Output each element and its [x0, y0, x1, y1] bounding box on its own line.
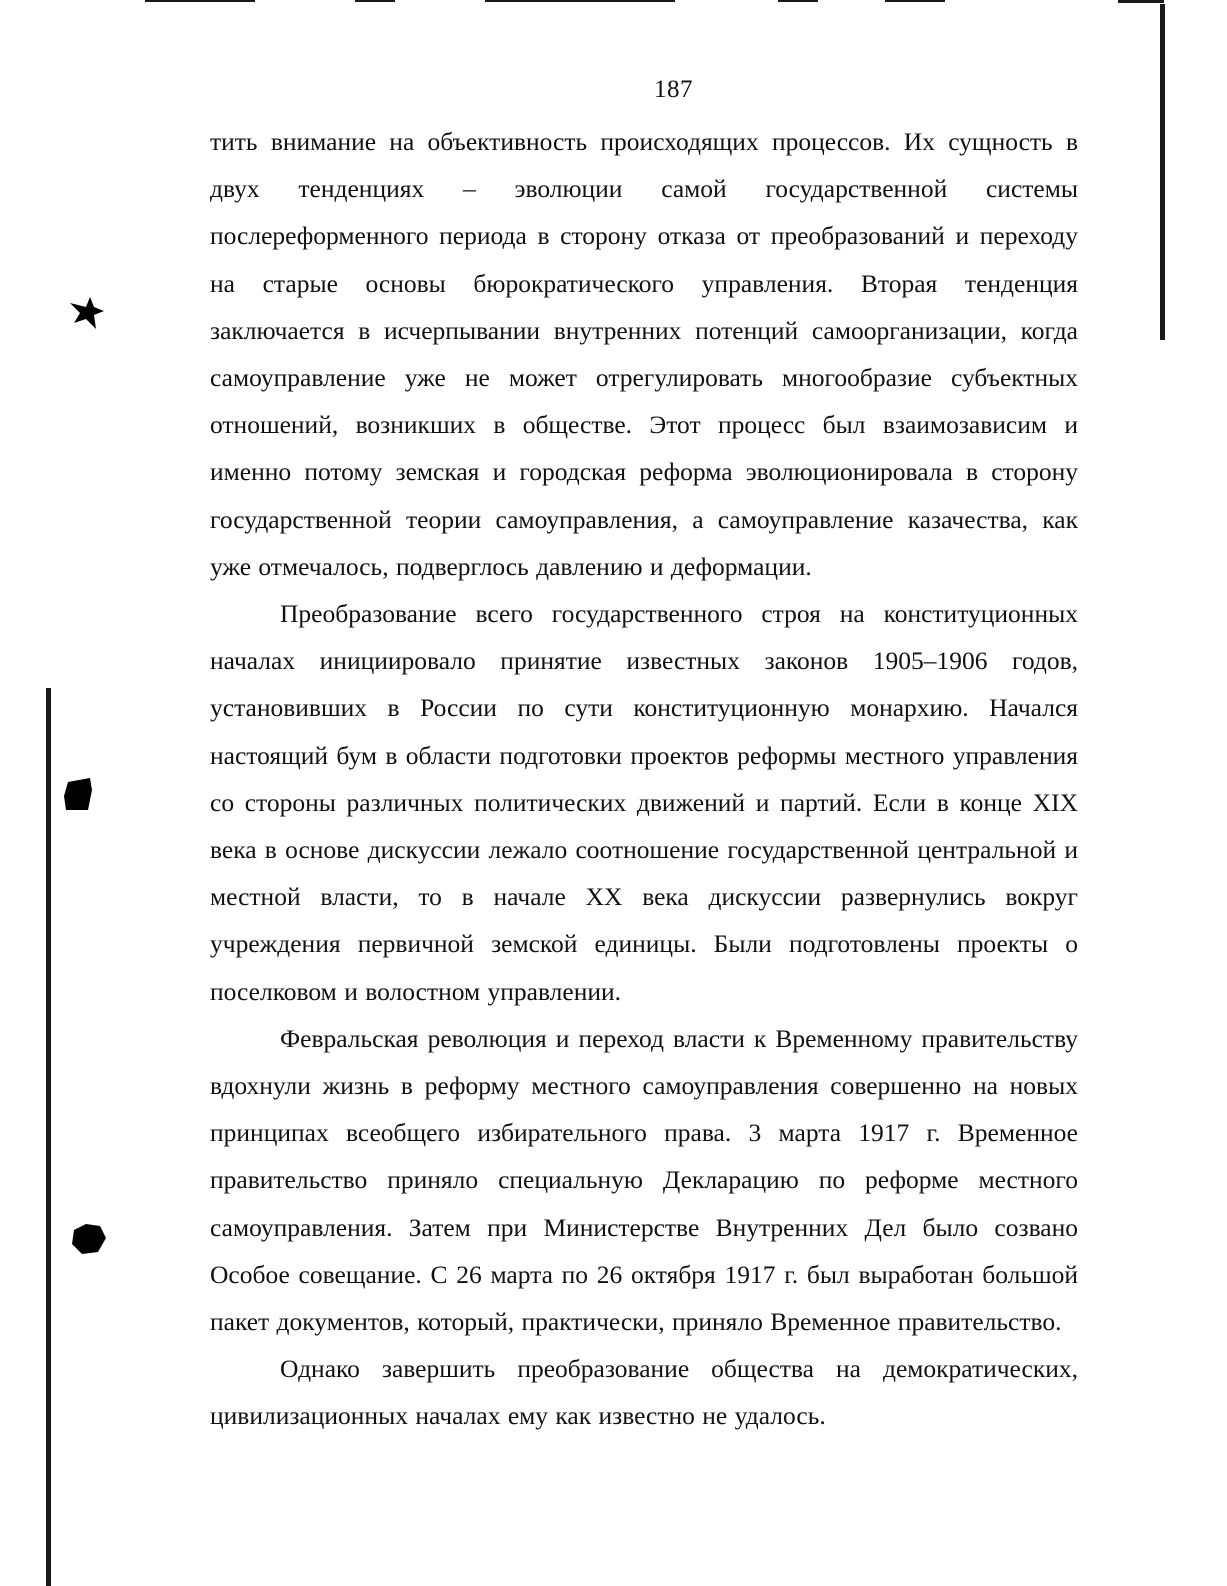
binding-hole-mark-3: [68, 1222, 108, 1256]
binding-hole-mark-2: [60, 776, 96, 814]
page-number: 187: [654, 76, 693, 103]
paragraph-1: тить внимание на объективность происходящих процессов. Их сущность в двух тенденциях – эволюции самой государственной системы послереформенного периода в сторону отказа от преобразований и переходу на старые основы бюрократического управления. Вторая тенденция заключается в исчерпывании внутренних потенций самоорганизации, когда самоуправление уже не может отрегулировать многообразие субъектных отношений, возникших в обществе. Этот процесс был взаимозависим и именно потому земская и городская реформа эволюционировала в сторону государственной теории самоуправления, а самоуправление казачества, как уже отмечалось, подверглось давлению и деформации.: [210, 127, 1078, 581]
scan-top-rule-3: [485, 0, 675, 2]
scan-top-rule-1: [145, 0, 255, 2]
binding-hole-mark-1: [66, 293, 108, 333]
paragraph-3: Февральская революция и переход власти к Временному правительству вдохнули жизнь в реформу местного самоуправления совершенно на новых принципах всеобщего избирательного права. 3 марта 1917 г. Временное правительство приняло специальную Декларацию по реформе местного самоуправления. Затем при Министерстве Внутренних Дел было созвано Особое совещание. С 26 марта по 26 октября 1917 г. был выработан большой пакет документов, который, практически, приняло Временное правительство.: [210, 1023, 1078, 1337]
scan-left-edge-bar: [46, 688, 51, 1586]
scan-right-edge-stub: [1118, 0, 1164, 3]
scan-top-rule-4: [778, 0, 818, 2]
scan-right-edge-bar: [1160, 4, 1165, 340]
scan-top-rule-2: [355, 0, 395, 2]
scan-top-rule-5: [885, 0, 945, 2]
paragraph-2: Преобразование всего государственного строя на конституционных началах инициировало принятие известных законов 1905–1906 годов, установивших в России по сути конституционную монархию. Начался настоящий бум в области подготовки проектов реформы местного управления со стороны различных политических движений и партий. Если в конце XIX века в основе дискуссии лежало соотношение государственной центральной и местной власти, то в начале XX века дискуссии развернулись вокруг учреждения первичной земской единицы. Были подготовлены проекты о поселковом и волостном управлении.: [210, 599, 1078, 1006]
paragraph-4: Однако завершить преобразование общества на демократических, цивилизационных началах ему как известно не удалось.: [210, 1354, 1078, 1431]
document-body: [210, 118, 1078, 1440]
